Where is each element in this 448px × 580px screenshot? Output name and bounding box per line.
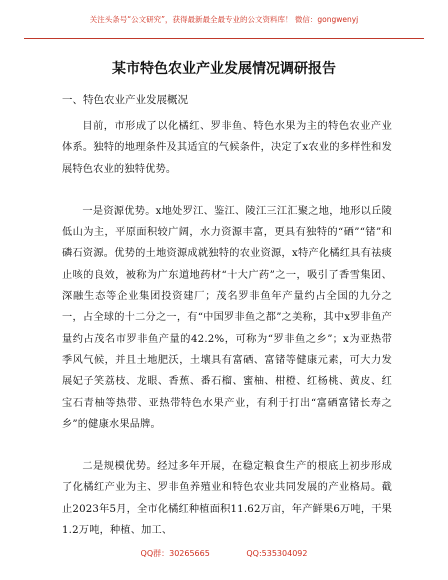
top-banner xyxy=(24,8,424,39)
footer-contact xyxy=(0,548,448,559)
qq-text: QQ:535304092 xyxy=(246,549,308,558)
paragraph: 一是资源优势。x地处罗江、鉴江、陵江三江汇聚之地，地形以丘陵低山为主，平原面积较广阔，水力资源丰富，更具有独特的“硒”“锗”和磷石资源。优势的土地资源成就独特的农业资源，x特产化橘红具有祛痰止咳的良效，被称为广东道地药材“十大广药”之一，吸引了香雪集团、深融生态等企业集团投资建厂；茂名罗非鱼年产量约占全国的九分之一，占全球的十二分之一，有“中国罗非鱼之都”之美称，其中x罗非鱼产量约占茂名市罗非鱼产量的42.2%，可称为“罗非鱼之乡”；x为亚热带季风气候，并且土地肥沃，土壤具有富硒、富锗等健康元素，可大力发展妃子笑荔枝、龙眼、香蕉、番石榴、蜜柚、柑橙、红杨桃、黄皮、红宝石青柚等热带、亚热带特色水果产业，有利于打出“富硒富锗长寿之乡”的健康水果品牌。 xyxy=(62,205,392,430)
paragraph: 目前，市形成了以化橘红、罗非鱼、特色水果为主的特色农业产业体系。独特的地理条件及其适宜的气候条件，决定了x农业的多样性和发展特色农业的独特优势。 xyxy=(62,121,392,175)
section-heading: 一、特色农业产业发展概况 xyxy=(62,94,188,106)
paragraph: 二是规模优势。经过多年开展，在稳定粮食生产的根底上初步形成了化橘红产业为主、罗非鱼养殖业和特色农业共同发展的产业格局。截止2023年5月，全市化橘红种植面积11.62万亩，年产鲜果6万吨，干果1.2万吨，种植、加工、 xyxy=(62,461,392,537)
document-title: 某市特色农业产业发展情况调研报告 xyxy=(112,61,336,77)
promo-text: 关注头条号“公文研究”，获得最新最全最专业的公文资料库！ 微信：gongwenyj xyxy=(89,15,359,24)
qq-group-text: QQ群：30265665 xyxy=(140,549,210,558)
document-body xyxy=(62,116,392,541)
